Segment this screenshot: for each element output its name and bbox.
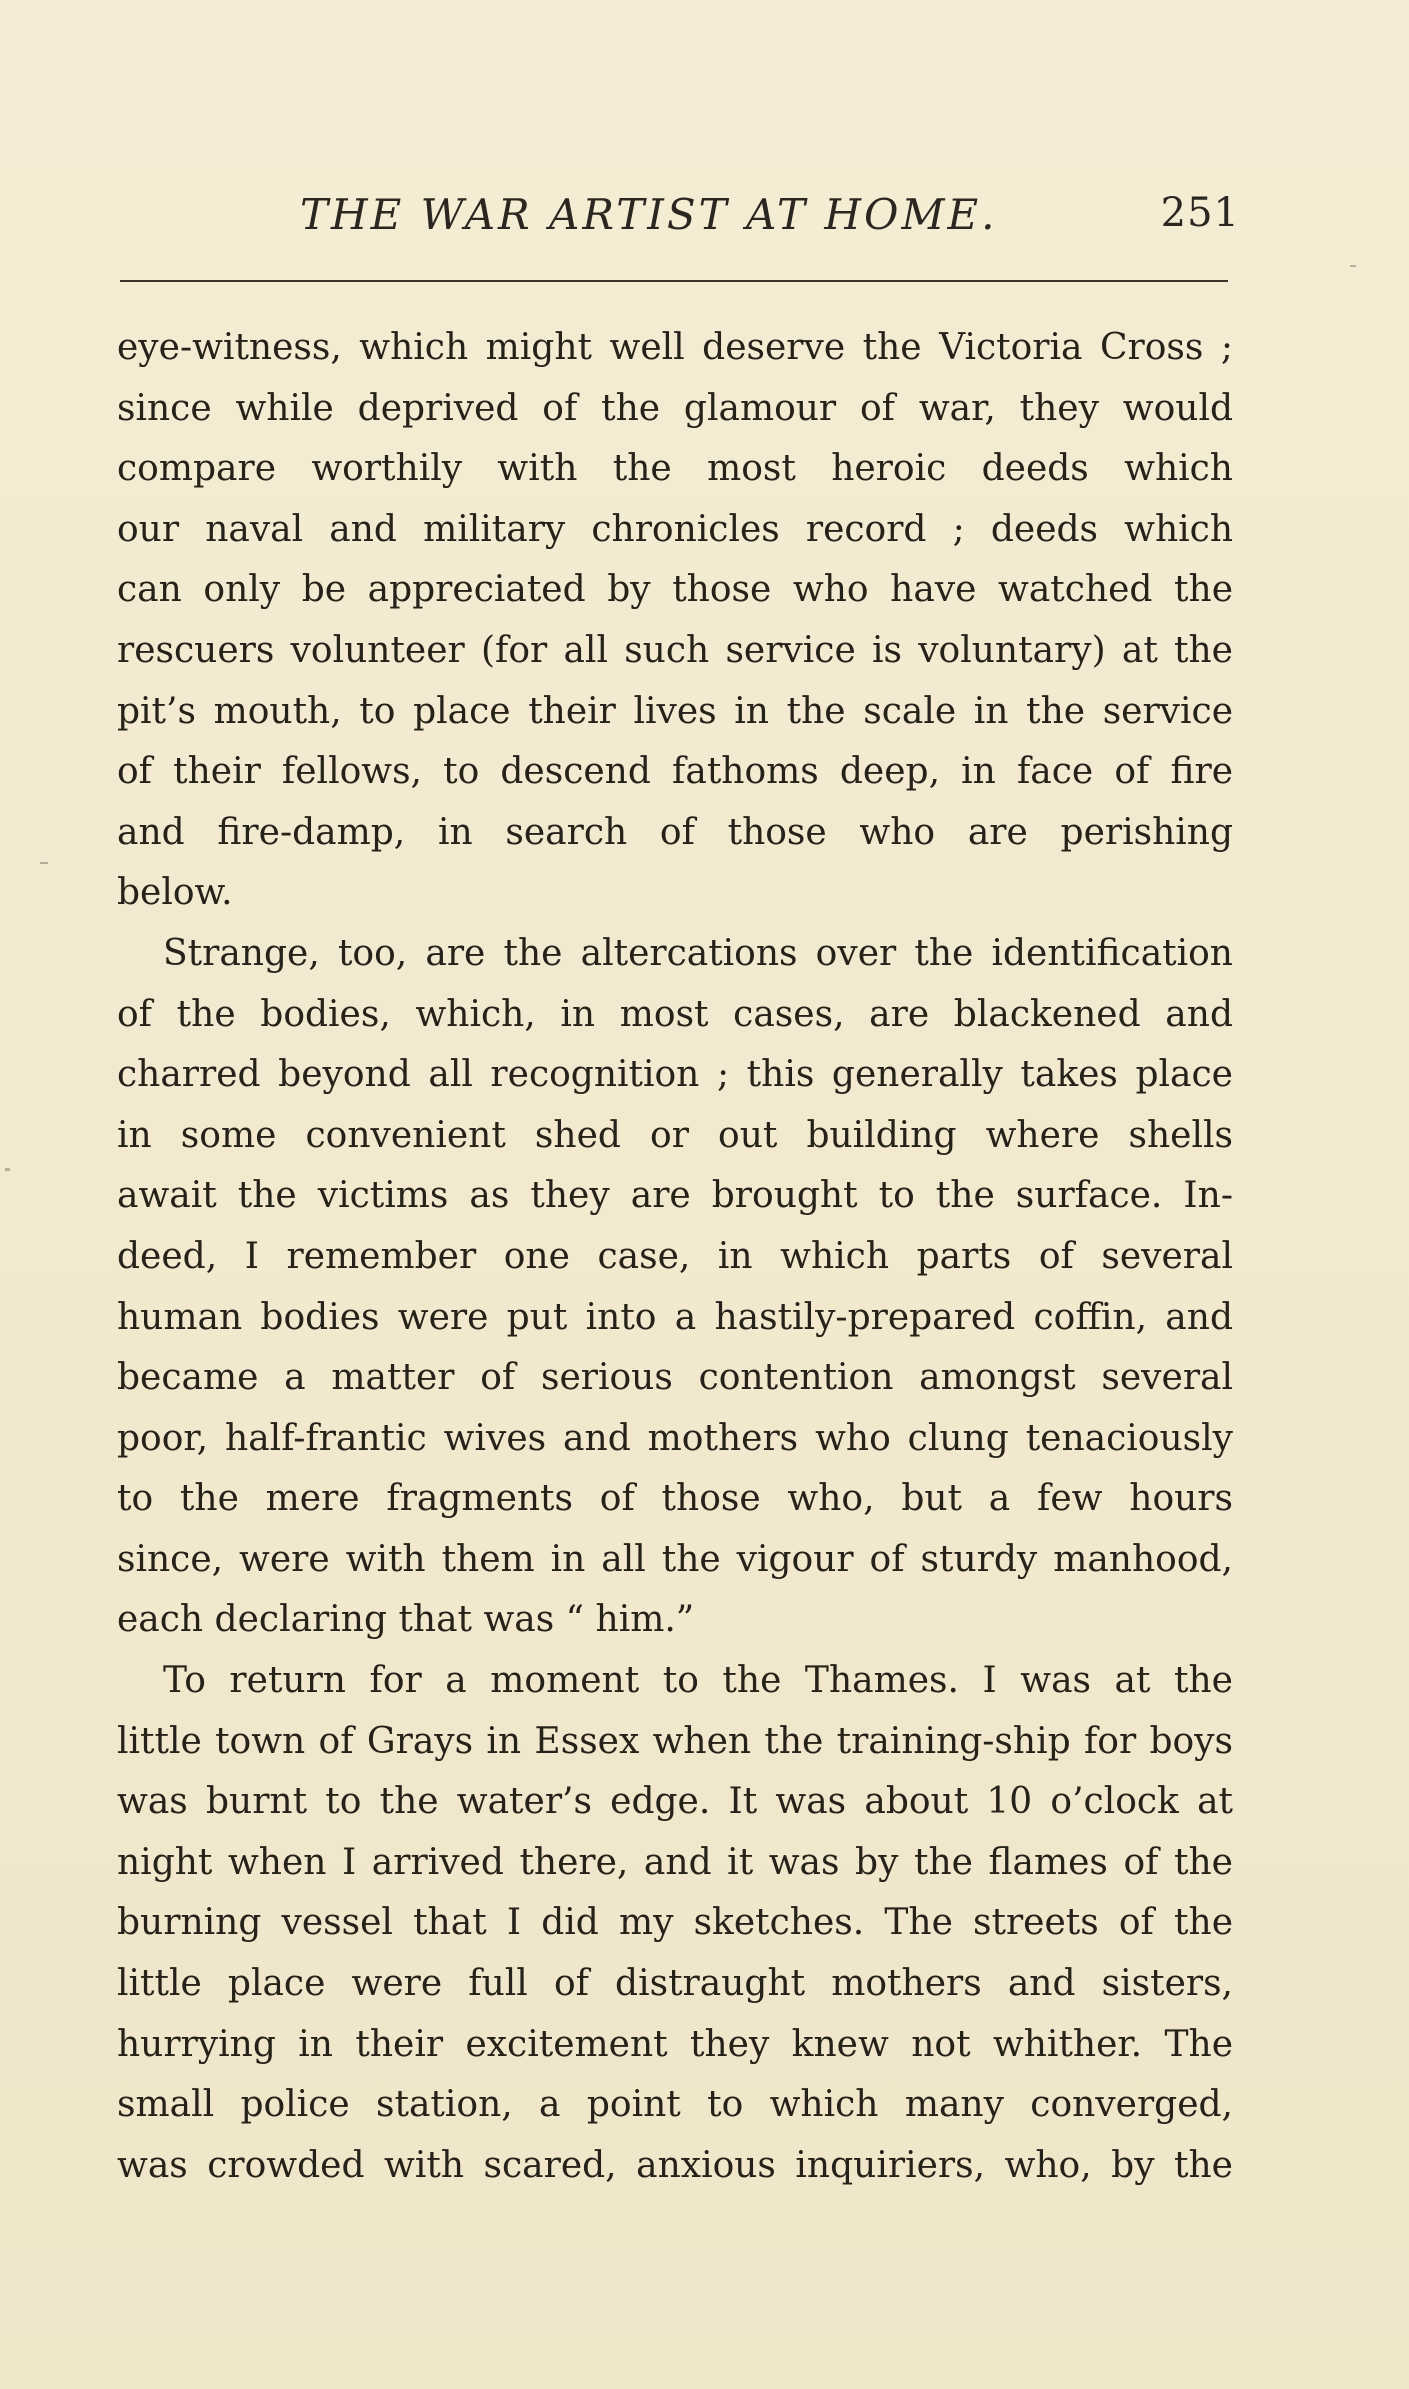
text-line: was crowded with scared, anxious inquiriers, who, by the: [117, 2144, 1233, 2186]
text-line: charred beyond all recognition ; this generally takes place: [117, 1054, 1233, 1096]
margin-speck: [40, 862, 48, 864]
text-line: below.: [117, 872, 233, 914]
text-line: of their fellows, to descend fathoms deep, in face of fire: [117, 751, 1233, 793]
text-line: eye-witness, which might well deserve the Victoria Cross ;: [117, 327, 1233, 368]
text-line: can only be appreciated by those who have watched the: [117, 569, 1233, 611]
text-line: hurrying in their excitement they knew not whither. The: [117, 2023, 1233, 2065]
text-line: and fire-damp, in search of those who are perishing: [117, 811, 1233, 853]
text-line: each declaring that was “ him.”: [117, 1599, 695, 1641]
text-line: since, were with them in all the vigour of sturdy manhood,: [117, 1538, 1233, 1580]
text-line: in some convenient shed or out building where shells: [117, 1114, 1233, 1156]
text-line: small police station, a point to which many converged,: [117, 2084, 1233, 2126]
text-line: await the victims as they are brought to the surface. In-: [117, 1175, 1233, 1217]
text-line: became a matter of serious contention amongst several: [117, 1357, 1233, 1399]
text-line: was burnt to the water’s edge. It was about 10 o’clock at: [117, 1781, 1233, 1823]
margin-speck: [5, 1168, 10, 1171]
text-line: little town of Grays in Essex when the training-ship for boys: [117, 1720, 1233, 1762]
page-header: [300, 190, 1240, 260]
text-line: poor, half-frantic wives and mothers who clung tenaciously: [117, 1417, 1233, 1459]
text-line: night when I arrived there, and it was by the flames of the: [117, 1841, 1233, 1883]
text-line: to the mere fragments of those who, but a few hours: [117, 1478, 1233, 1520]
running-title: THE WAR ARTIST AT HOME.: [300, 190, 998, 239]
text-line: since while deprived of the glamour of war, they would: [117, 387, 1233, 429]
text-line: rescuers volunteer (for all such service is voluntary) at the: [117, 629, 1233, 671]
text-line: our naval and military chronicles record ; deeds which: [117, 508, 1233, 550]
text-line: compare worthily with the most heroic deeds which: [117, 448, 1233, 490]
margin-speck: [1350, 265, 1356, 267]
text-line: of the bodies, which, in most cases, are blackened and: [117, 993, 1233, 1035]
page-number: 251: [1160, 190, 1240, 236]
text-line: pit’s mouth, to place their lives in the scale in the service: [117, 690, 1233, 732]
text-line: human bodies were put into a hastily-prepared coffin, and: [117, 1296, 1233, 1338]
body-text: [117, 318, 1233, 2196]
text-line: deed, I remember one case, in which parts of several: [117, 1235, 1233, 1277]
paragraph-first-line: Strange, too, are the altercations over the identification: [163, 932, 1233, 974]
text-line: burning vessel that I did my sketches. The streets of the: [117, 1902, 1233, 1944]
header-rule: [120, 280, 1228, 282]
text-line: little place were full of distraught mothers and sisters,: [117, 1963, 1233, 2005]
paragraph-first-line: To return for a moment to the Thames. I was at the: [163, 1660, 1233, 1702]
